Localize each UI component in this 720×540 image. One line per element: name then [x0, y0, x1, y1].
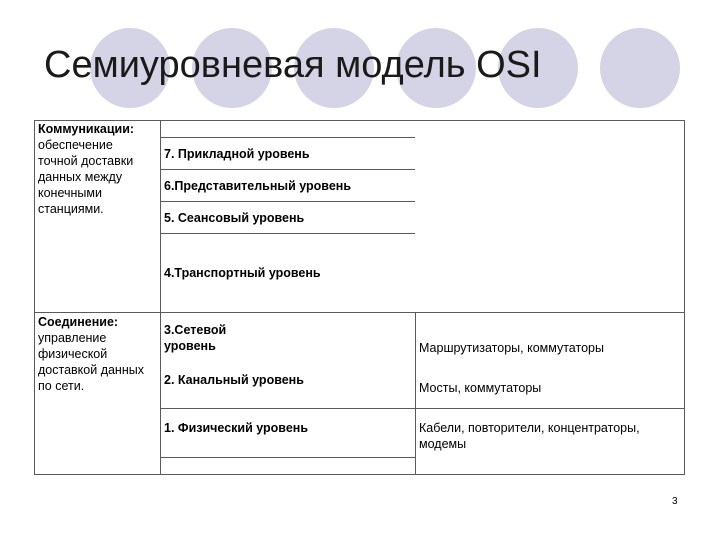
- table-border-left: [34, 120, 35, 475]
- divider-row-l5-l4: [160, 233, 415, 234]
- divider-row-l1-bottom: [160, 457, 415, 458]
- layer-1-devices-line: модемы: [419, 437, 467, 451]
- divider-row-l6-l5: [160, 201, 415, 202]
- communications-line: точной доставки: [38, 154, 134, 168]
- connection-line: физической: [38, 347, 108, 361]
- communications-line: станциями.: [38, 202, 104, 216]
- slide-title: Семиуровневая модель OSI: [44, 44, 542, 86]
- layer-2-label: 2. Канальный уровень: [164, 373, 304, 387]
- layer-1-devices: [419, 420, 640, 452]
- layer-1-devices-line: Кабели, повторители, концентраторы,: [419, 421, 640, 435]
- layer-5-label: 5. Сеансовый уровень: [164, 211, 305, 225]
- communications-line: обеспечение: [38, 138, 113, 152]
- layer-3-label-line: уровень: [164, 339, 216, 353]
- layer-2-devices: Мосты, коммутаторы: [419, 381, 542, 395]
- divider-col-2: [415, 312, 416, 475]
- layer-6-label: 6.Представительный уровень: [164, 179, 352, 193]
- communications-line: конечными: [38, 186, 102, 200]
- layer-1-label: 1. Физический уровень: [164, 421, 309, 435]
- connection-line: доставкой данных: [38, 363, 144, 377]
- decor-circle-6: [600, 28, 680, 108]
- layer-7-label: 7. Прикладной уровень: [164, 147, 310, 161]
- layer-4-label: 4.Транспортный уровень: [164, 266, 321, 280]
- divider-row-l7-l6: [160, 169, 415, 170]
- layer-3-label: [164, 322, 226, 354]
- communications-heading: Коммуникации:: [38, 122, 135, 136]
- layer-3-label-line: 3.Сетевой: [164, 323, 227, 337]
- connection-block: [38, 314, 144, 394]
- table-border-right: [684, 120, 685, 475]
- divider-row-l7-top: [160, 137, 415, 138]
- communications-line: данных между: [38, 170, 123, 184]
- communications-block: [38, 121, 134, 217]
- connection-heading: Соединение:: [38, 315, 119, 329]
- layer-3-devices: Маршрутизаторы, коммутаторы: [419, 341, 604, 355]
- connection-line: управление: [38, 331, 107, 345]
- divider-col-1: [160, 120, 161, 475]
- page-number: 3: [672, 496, 678, 507]
- connection-line: по сети.: [38, 379, 85, 393]
- divider-row-l2-l1: [160, 408, 684, 409]
- table-border-bottom: [34, 474, 684, 475]
- divider-section: [34, 312, 684, 313]
